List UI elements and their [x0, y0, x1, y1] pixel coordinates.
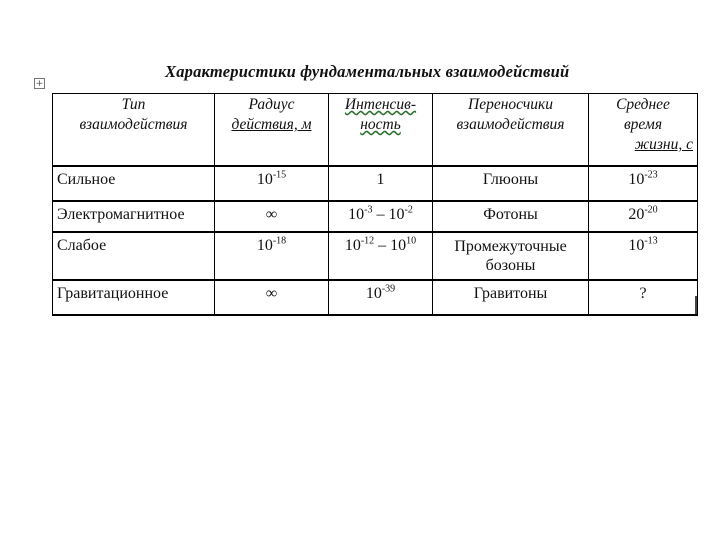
- cell-exponent: -20: [644, 204, 658, 216]
- cell-name: Слабое: [53, 232, 215, 280]
- cell-carrier-line2: бозоны: [485, 257, 536, 274]
- cell-carrier: Глюоны: [433, 166, 589, 201]
- cell-exponent: -12: [360, 235, 375, 247]
- cell-value: 10: [388, 206, 405, 223]
- cell-intensity: 1: [329, 166, 433, 201]
- cell-radius: ∞: [215, 280, 329, 315]
- header-text: Радиус: [248, 96, 295, 113]
- cell-radius: ∞: [215, 201, 329, 232]
- header-lifetime: [589, 94, 698, 167]
- table-row: [53, 201, 698, 232]
- header-text: взаимодействия: [456, 116, 565, 133]
- header-radius: [215, 94, 329, 167]
- cell-intensity: [329, 201, 433, 232]
- header-text: [333, 95, 428, 115]
- cell-exponent: -13: [644, 235, 658, 247]
- cell-value: 20: [628, 206, 645, 223]
- header-lifetime-unit: жизни, с: [634, 136, 693, 153]
- cell-value: 10: [628, 171, 645, 188]
- cell-value: 10: [348, 206, 365, 223]
- header-carriers: [433, 94, 589, 167]
- cell-radius: [215, 232, 329, 280]
- header-interaction-type: [53, 94, 215, 167]
- cell-exponent: 10: [406, 235, 417, 247]
- cell-exponent: -3: [364, 204, 373, 216]
- cell-name: Гравитационное: [53, 280, 215, 315]
- header-text: Переносчики: [468, 96, 553, 113]
- cell-lifetime: [589, 232, 698, 280]
- cell-value: 10: [628, 237, 645, 254]
- header-text: Тип: [121, 96, 146, 113]
- table-move-handle-icon[interactable]: +: [35, 79, 44, 89]
- cell-value: 10: [344, 237, 361, 254]
- table-row: [53, 232, 698, 280]
- interactions-table: [52, 93, 698, 316]
- header-radius-unit: действия, м: [231, 116, 312, 133]
- cell-lifetime: [589, 201, 698, 232]
- cell-carrier: Фотоны: [433, 201, 589, 232]
- cell-carrier-line1: Промежуточные: [454, 238, 567, 255]
- table-header-row: [53, 94, 698, 167]
- cell-value: 10: [256, 237, 273, 254]
- cell-intensity: [329, 232, 433, 280]
- cell-value: 10: [256, 171, 273, 188]
- cell-name: Электромагнитное: [53, 201, 215, 232]
- cell-separator: –: [378, 237, 387, 254]
- cell-exponent: -39: [381, 283, 396, 295]
- cell-lifetime: [589, 166, 698, 201]
- cell-value: 10: [390, 237, 407, 254]
- table-row: [53, 166, 698, 201]
- cell-value: 10: [365, 285, 382, 302]
- cell-name: Сильное: [53, 166, 215, 201]
- cell-carrier: [433, 232, 589, 280]
- cell-exponent: -18: [272, 235, 287, 247]
- header-text: [333, 115, 428, 135]
- header-intensity-line1: Интенсив-: [344, 96, 417, 113]
- cell-exponent: -15: [272, 169, 287, 181]
- cell-exponent: -2: [404, 204, 413, 216]
- header-text: [593, 135, 693, 155]
- cell-intensity: [329, 280, 433, 315]
- header-text: время: [623, 116, 663, 133]
- cell-exponent: -23: [644, 169, 658, 181]
- cell-carrier: Гравитоны: [433, 280, 589, 315]
- cell-separator: –: [376, 206, 385, 223]
- document-title: Характеристики фундаментальных взаимодействий: [165, 62, 570, 81]
- header-text: Среднее: [616, 96, 670, 113]
- header-text: взаимодействия: [79, 116, 188, 133]
- table-row: [53, 280, 698, 315]
- cell-radius: [215, 166, 329, 201]
- header-intensity: [329, 94, 433, 167]
- page-edge-marker: [695, 296, 697, 314]
- header-intensity-line2: ность: [360, 116, 401, 133]
- header-text: [219, 115, 324, 135]
- cell-lifetime: ?: [589, 280, 698, 315]
